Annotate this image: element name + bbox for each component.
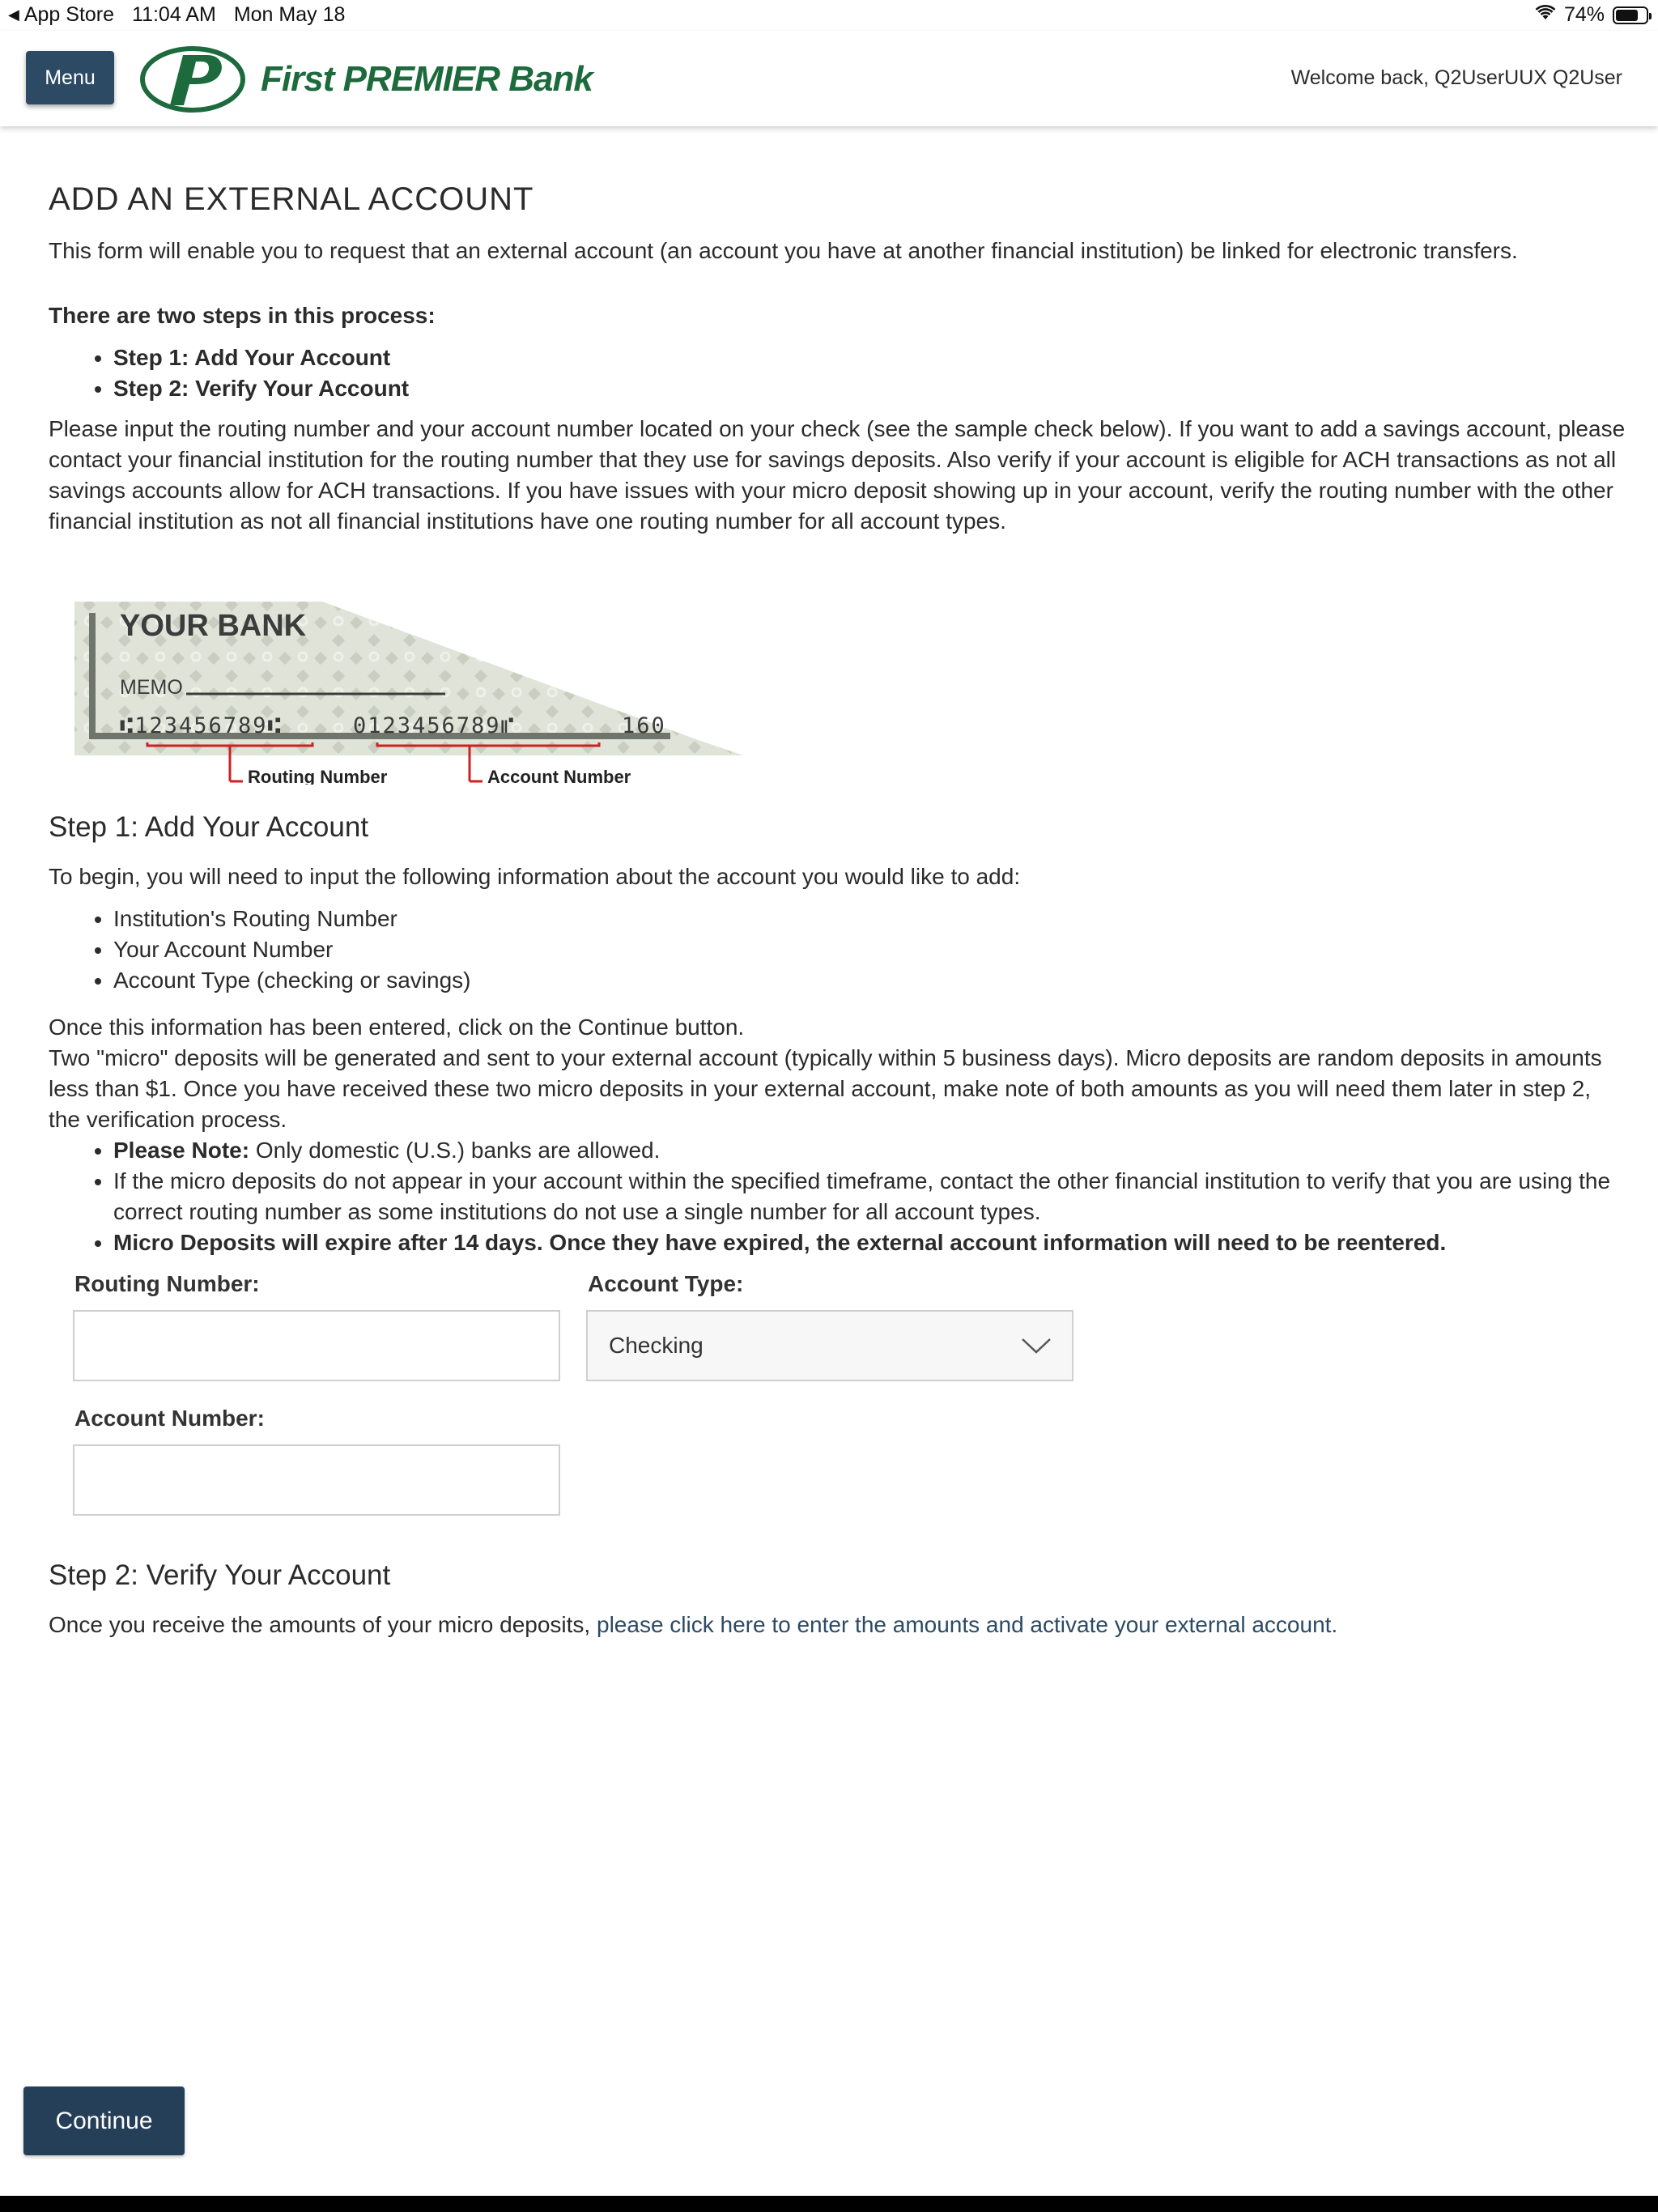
wifi-icon <box>1535 3 1556 27</box>
note-text: Only domestic (U.S.) banks are allowed. <box>249 1138 661 1163</box>
list-item: • Institution's Routing Number <box>113 904 1627 934</box>
check-bank-name: YOUR BANK <box>120 609 307 643</box>
check-memo: MEMO <box>120 676 183 699</box>
routing-number-field <box>73 1271 560 1381</box>
back-app-label: App Store <box>23 3 115 26</box>
home-indicator-bar <box>0 2196 1658 2212</box>
continue-button[interactable]: Continue <box>23 2087 185 2155</box>
check-micr-account: 0123456789⑈ <box>353 713 516 738</box>
account-type-select[interactable] <box>586 1310 1073 1381</box>
steps-list <box>49 342 1627 404</box>
account-type-value: Checking <box>609 1333 704 1358</box>
account-number-input[interactable] <box>73 1444 560 1516</box>
status-bar <box>0 0 1658 31</box>
sample-check-image <box>71 593 743 785</box>
step2-text <box>49 1610 1627 1640</box>
menu-button[interactable]: Menu <box>26 51 114 104</box>
step1-heading: Step 1: Add Your Account <box>49 811 369 843</box>
step2-description: Once you receive the amounts of your micro deposits, <box>49 1612 597 1637</box>
step2-heading: Step 2: Verify Your Account <box>49 1559 391 1591</box>
page-title: ADD AN EXTERNAL ACCOUNT <box>49 181 534 217</box>
check-routing-label: Routing Number <box>248 767 388 785</box>
list-item: • Your Account Number <box>113 934 1627 965</box>
back-arrow-icon: ◀ <box>8 6 19 23</box>
instructions-text: Please input the routing number and your account number located on your check (see the sample check below). If you want to add a savings account, please contact your financial institution for the routing number that they use for savings deposits. Also verify if your account is eligible for ACH transactions as not all savings accounts allow for ACH transactions. If you have issues with your micro deposit showing up in your account, verify the routing number with the other financial institution as not all financial institutions have one routing number for all account types. <box>49 416 1626 534</box>
bank-logo-mark-icon <box>139 45 246 113</box>
chevron-down-icon <box>1020 1336 1052 1355</box>
check-micr-number: 160 <box>622 713 666 738</box>
steps-title: There are two steps in this process: <box>49 303 436 328</box>
intro-text: This form will enable you to request that an external account (an account you have at another financial institution) be linked for electronic transfers. <box>49 238 1518 263</box>
routing-number-input[interactable] <box>73 1310 560 1381</box>
list-item: • Micro Deposits will expire after 14 days. Once they have expired, the external account information will need to be reentered. <box>113 1227 1627 1258</box>
main-content <box>49 181 1627 1663</box>
list-item <box>113 1135 1627 1166</box>
list-item: • Step 1: Add Your Account <box>113 342 1627 373</box>
required-info-list <box>49 904 1627 996</box>
routing-number-label: Routing Number: <box>74 1271 260 1296</box>
step1-intro: To begin, you will need to input the following information about the account you would like to add: <box>49 864 1021 889</box>
check-micr-routing: ⑆123456789⑆ <box>120 713 283 738</box>
bank-name: First PREMIER Bank <box>261 59 593 99</box>
back-to-app[interactable] <box>8 3 114 27</box>
status-date: Mon May 18 <box>233 3 346 26</box>
list-item: • If the micro deposits do not appear in your account within the specified timeframe, contact the other financial institution to verify that you are using the correct routing number as some institutions do not use a single number for all account types. <box>113 1166 1627 1227</box>
note-label: Please Note: <box>113 1138 250 1163</box>
list-item: • Account Type (checking or savings) <box>113 965 1627 996</box>
check-account-label: Account Number <box>487 767 631 785</box>
micro-deposit-explanation: Two "micro" deposits will be generated and sent to your external account (typically within 5 business days). Micro deposits are random deposits in amounts less than $1. Once you have received these two micro deposits in your external account, make note of both amounts as you will need them later in step 2, the verification process. <box>49 1045 1602 1132</box>
welcome-message: Welcome back, Q2UserUUX Q2User <box>1290 66 1622 89</box>
list-item: • Step 2: Verify Your Account <box>113 373 1627 404</box>
app-header <box>0 31 1658 126</box>
battery-percent: 74% <box>1563 3 1605 26</box>
account-number-field <box>73 1406 560 1516</box>
form-row-2 <box>73 1406 1627 1516</box>
battery-icon <box>1613 6 1648 24</box>
account-number-label: Account Number: <box>74 1406 265 1431</box>
account-type-field <box>586 1271 1073 1381</box>
form-row-1 <box>73 1271 1627 1381</box>
bank-logo[interactable] <box>139 42 593 117</box>
notes-list <box>49 1135 1627 1258</box>
continue-instructions: Once this information has been entered, click on the Continue button. <box>49 1015 745 1040</box>
status-time: 11:04 AM <box>132 3 216 26</box>
activate-account-link[interactable]: please click here to enter the amounts and activate your external account. <box>597 1612 1338 1637</box>
account-type-label: Account Type: <box>588 1271 744 1296</box>
